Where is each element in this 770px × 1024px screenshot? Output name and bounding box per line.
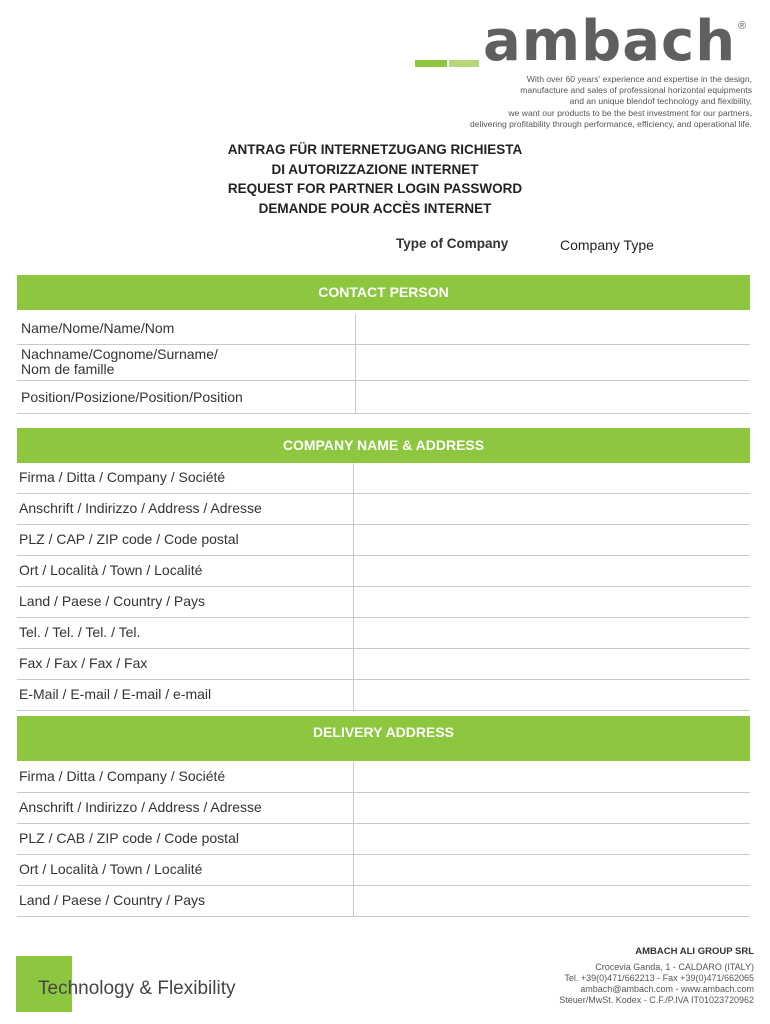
footer-address-line: Crocevia Ganda, 1 - CALDARO (ITALY) xyxy=(595,962,754,972)
footer-slogan: Technology & Flexibility xyxy=(38,978,236,999)
contact-name-row xyxy=(17,314,750,345)
footer-address xyxy=(559,962,754,1006)
delivery-country-label: Land / Paese / Country / Pays xyxy=(19,892,205,908)
delivery-country-input[interactable] xyxy=(353,886,750,916)
title-line-fr: DEMANDE POUR ACCÈS INTERNET xyxy=(258,200,492,216)
delivery-firm-input[interactable] xyxy=(353,762,750,792)
surname-label-line-2: Nom de famille xyxy=(21,361,115,377)
delivery-town-input[interactable] xyxy=(353,855,750,885)
company-town-label: Ort / Località / Town / Localité xyxy=(19,562,203,578)
company-tel-label: Tel. / Tel. / Tel. / Tel. xyxy=(19,624,141,640)
company-address-row xyxy=(17,494,750,525)
company-firm-input[interactable] xyxy=(353,463,750,493)
delivery-firm-label: Firma / Ditta / Company / Société xyxy=(19,768,226,784)
company-email-label: E-Mail / E-mail / E-mail / e-mail xyxy=(19,686,212,702)
registered-mark: ® xyxy=(738,20,747,32)
contact-name-input[interactable] xyxy=(355,314,750,344)
tagline-line: manufacture and sales of professional horizontal equipments xyxy=(520,85,752,96)
footer-company-name: AMBACH ALI GROUP SRL xyxy=(635,946,754,957)
company-email-input[interactable] xyxy=(353,680,750,710)
tagline-line: delivering profitability through performance, efficiency, and operational life. xyxy=(469,118,752,129)
ambach-logo xyxy=(415,9,755,78)
footer-phone-line: Tel. +39(0)471/662213 - Fax +39(0)471/662065 xyxy=(564,973,754,983)
contact-position-row xyxy=(17,381,750,414)
company-tagline xyxy=(332,74,752,130)
footer-tax-line: Steuer/MwSt. Kodex - C.F./P.IVA IT01023720962 xyxy=(559,995,754,1005)
title-line-en: REQUEST FOR PARTNER LOGIN PASSWORD xyxy=(227,181,523,196)
delivery-firm-row xyxy=(17,762,750,793)
section-title: DELIVERY ADDRESS xyxy=(312,724,455,740)
company-zip-row xyxy=(17,525,750,556)
delivery-address-row xyxy=(17,793,750,824)
delivery-address-header xyxy=(17,716,750,761)
contact-position-input[interactable] xyxy=(355,381,750,413)
title-line-it: DI AUTORIZZAZIONE INTERNET xyxy=(271,161,479,177)
company-zip-input[interactable] xyxy=(353,525,750,555)
company-firm-row xyxy=(17,463,750,494)
section-title: CONTACT PERSON xyxy=(318,284,449,300)
footer-web-line: ambach@ambach.com - www.ambach.com xyxy=(580,984,754,994)
contact-surname-input[interactable] xyxy=(355,345,750,380)
company-tel-row xyxy=(17,618,750,649)
form-title xyxy=(0,140,750,218)
company-email-row xyxy=(17,680,750,711)
company-tel-input[interactable] xyxy=(353,618,750,648)
company-address-header xyxy=(17,428,750,463)
company-country-label: Land / Paese / Country / Pays xyxy=(19,593,205,609)
section-title: COMPANY NAME & ADDRESS xyxy=(282,437,485,453)
contact-surname-label xyxy=(21,347,218,377)
company-country-row xyxy=(17,587,750,618)
delivery-zip-label: PLZ / CAB / ZIP code / Code postal xyxy=(19,830,239,846)
delivery-town-row xyxy=(17,855,750,886)
delivery-zip-input[interactable] xyxy=(353,824,750,854)
company-town-row xyxy=(17,556,750,587)
tagline-line: and an unique blendof technology and flexibility, xyxy=(569,96,752,107)
company-fax-row xyxy=(17,649,750,680)
tagline-line: With over 60 years' experience and expertise in the design, xyxy=(526,74,752,84)
contact-position-label: Position/Posizione/Position/Position xyxy=(21,389,243,405)
delivery-address-input[interactable] xyxy=(353,793,750,823)
company-firm-label: Firma / Ditta / Company / Société xyxy=(19,469,226,485)
surname-label-line-1: Nachname/Cognome/Surname/ xyxy=(21,346,218,362)
logo-bar-light xyxy=(449,60,479,67)
company-fax-input[interactable] xyxy=(353,649,750,679)
contact-surname-row xyxy=(17,345,750,381)
company-type-select[interactable]: Company Type xyxy=(560,237,654,253)
company-country-input[interactable] xyxy=(353,587,750,617)
delivery-town-label: Ort / Località / Town / Localité xyxy=(19,861,203,877)
delivery-country-row xyxy=(17,886,750,917)
company-town-input[interactable] xyxy=(353,556,750,586)
title-line-de: ANTRAG FÜR INTERNETZUGANG RICHIESTA xyxy=(227,142,523,157)
delivery-address-label: Anschrift / Indirizzo / Address / Adresse xyxy=(19,799,262,815)
contact-name-label: Name/Nome/Name/Nom xyxy=(21,320,175,336)
logo-wordmark: ambach xyxy=(483,9,737,74)
contact-person-header xyxy=(17,275,750,310)
company-address-input[interactable] xyxy=(353,494,750,524)
tagline-line: we want our products to be the best investment for our partners, xyxy=(508,107,752,118)
company-zip-label: PLZ / CAP / ZIP code / Code postal xyxy=(19,531,239,547)
company-fax-label: Fax / Fax / Fax / Fax xyxy=(19,655,148,671)
delivery-zip-row xyxy=(17,824,750,855)
logo-bar-dark xyxy=(415,60,447,67)
company-address-label: Anschrift / Indirizzo / Address / Adresse xyxy=(19,500,262,516)
company-type-label: Type of Company xyxy=(396,236,509,251)
